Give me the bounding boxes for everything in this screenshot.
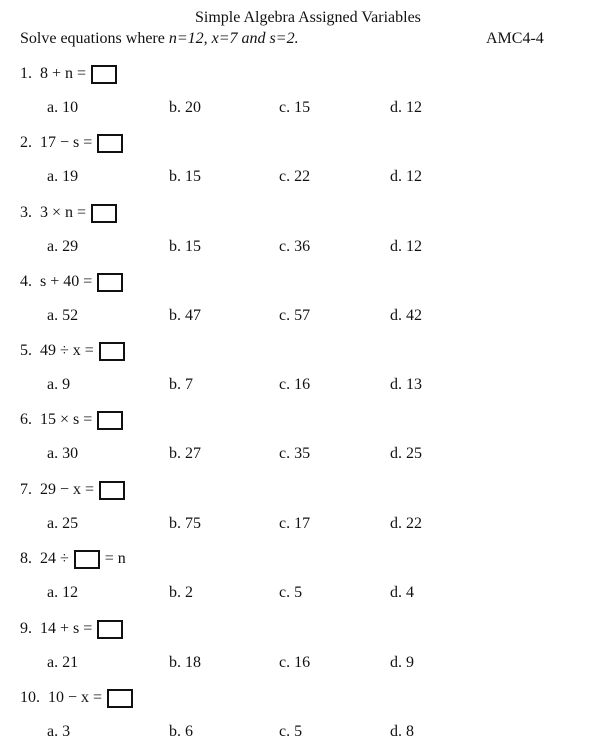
problem-8 xyxy=(20,547,580,607)
choice-b[interactable]: b. 18 xyxy=(169,654,201,671)
answer-box[interactable] xyxy=(99,481,125,500)
choice-d[interactable]: d. 25 xyxy=(390,445,422,462)
question-number: 8. xyxy=(20,550,32,567)
question-number: 5. xyxy=(20,342,32,359)
choice-d[interactable]: d. 22 xyxy=(390,515,422,532)
choice-a[interactable]: a. 25 xyxy=(47,515,79,532)
choice-d[interactable]: d. 4 xyxy=(390,584,414,601)
problem-5 xyxy=(20,339,580,399)
question-number: 3. xyxy=(20,204,32,221)
choice-c[interactable]: c. 57 xyxy=(279,307,311,324)
answer-box[interactable] xyxy=(91,65,117,84)
equation-right: = n xyxy=(104,550,126,567)
question xyxy=(20,617,128,641)
problem-1 xyxy=(20,62,580,122)
equation-left: 24 ÷ xyxy=(40,550,69,567)
worksheet-title: Simple Algebra Assigned Variables xyxy=(195,9,421,26)
question xyxy=(20,339,130,363)
equation-left: 14 + s = xyxy=(40,620,93,637)
choice-a[interactable]: a. 3 xyxy=(47,723,71,740)
problem-9 xyxy=(20,617,580,677)
question xyxy=(20,547,126,571)
answer-box[interactable] xyxy=(107,689,133,708)
answer-box[interactable] xyxy=(74,550,100,569)
choice-c[interactable]: c. 16 xyxy=(279,654,311,671)
problem-7 xyxy=(20,478,580,538)
choice-c[interactable]: c. 5 xyxy=(279,723,303,740)
choice-b[interactable]: b. 15 xyxy=(169,238,201,255)
question xyxy=(20,408,128,432)
problem-2 xyxy=(20,131,580,191)
choice-a[interactable]: a. 29 xyxy=(47,238,79,255)
question-number: 6. xyxy=(20,411,32,428)
answer-box[interactable] xyxy=(91,204,117,223)
question-number: 9. xyxy=(20,620,32,637)
equation-left: 3 × n = xyxy=(40,204,87,221)
equation-left: 17 − s = xyxy=(40,134,93,151)
choice-c[interactable]: c. 5 xyxy=(279,584,303,601)
choice-c[interactable]: c. 16 xyxy=(279,376,311,393)
choice-c[interactable]: c. 17 xyxy=(279,515,311,532)
problem-6 xyxy=(20,408,580,468)
equation-left: 29 − x = xyxy=(40,481,95,498)
question xyxy=(20,478,130,502)
choice-c[interactable]: c. 22 xyxy=(279,168,311,185)
choice-b[interactable]: b. 6 xyxy=(169,723,193,740)
choice-a[interactable]: a. 9 xyxy=(47,376,71,393)
answer-box[interactable] xyxy=(97,134,123,153)
question-number: 7. xyxy=(20,481,32,498)
choice-c[interactable]: c. 35 xyxy=(279,445,311,462)
choice-d[interactable]: d. 12 xyxy=(390,168,422,185)
equation-left: 8 + n = xyxy=(40,65,87,82)
choice-d[interactable]: d. 12 xyxy=(390,238,422,255)
choice-b[interactable]: b. 75 xyxy=(169,515,201,532)
question-number: 10. xyxy=(20,689,40,706)
answer-box[interactable] xyxy=(97,411,123,430)
answer-box[interactable] xyxy=(99,342,125,361)
instructions-text: Solve equations where xyxy=(20,30,169,47)
choice-d[interactable]: d. 12 xyxy=(390,99,422,116)
choice-c[interactable]: c. 15 xyxy=(279,99,311,116)
choice-d[interactable]: d. 13 xyxy=(390,376,422,393)
choice-b[interactable]: b. 27 xyxy=(169,445,201,462)
choice-b[interactable]: b. 2 xyxy=(169,584,193,601)
choice-d[interactable]: d. 42 xyxy=(390,307,422,324)
question xyxy=(20,270,128,294)
choice-a[interactable]: a. 52 xyxy=(47,307,79,324)
equation-left: 49 ÷ x = xyxy=(40,342,94,359)
variable-values: n=12, x=7 and s=2. xyxy=(168,30,299,47)
choice-c[interactable]: c. 36 xyxy=(279,238,311,255)
question-number: 4. xyxy=(20,273,32,290)
question xyxy=(20,686,138,710)
equation-left: 10 − x = xyxy=(48,689,103,706)
choice-d[interactable]: d. 8 xyxy=(390,723,414,740)
choice-b[interactable]: b. 47 xyxy=(169,307,201,324)
instructions xyxy=(20,30,299,48)
problem-3 xyxy=(20,201,580,261)
choice-a[interactable]: a. 21 xyxy=(47,654,79,671)
answer-box[interactable] xyxy=(97,620,123,639)
question xyxy=(20,62,122,86)
choice-d[interactable]: d. 9 xyxy=(390,654,414,671)
question xyxy=(20,201,122,225)
equation-left: 15 × s = xyxy=(40,411,93,428)
choice-b[interactable]: b. 7 xyxy=(169,376,193,393)
question-number: 1. xyxy=(20,65,32,82)
question-number: 2. xyxy=(20,134,32,151)
choice-a[interactable]: a. 10 xyxy=(47,99,79,116)
choice-b[interactable]: b. 20 xyxy=(169,99,201,116)
question xyxy=(20,131,128,155)
answer-box[interactable] xyxy=(97,273,123,292)
choice-a[interactable]: a. 19 xyxy=(47,168,79,185)
problem-4 xyxy=(20,270,580,330)
choice-a[interactable]: a. 12 xyxy=(47,584,79,601)
choice-b[interactable]: b. 15 xyxy=(169,168,201,185)
worksheet-code: AMC4-4 xyxy=(486,30,544,47)
equation-left: s + 40 = xyxy=(40,273,93,290)
problem-10 xyxy=(20,686,580,746)
choice-a[interactable]: a. 30 xyxy=(47,445,79,462)
